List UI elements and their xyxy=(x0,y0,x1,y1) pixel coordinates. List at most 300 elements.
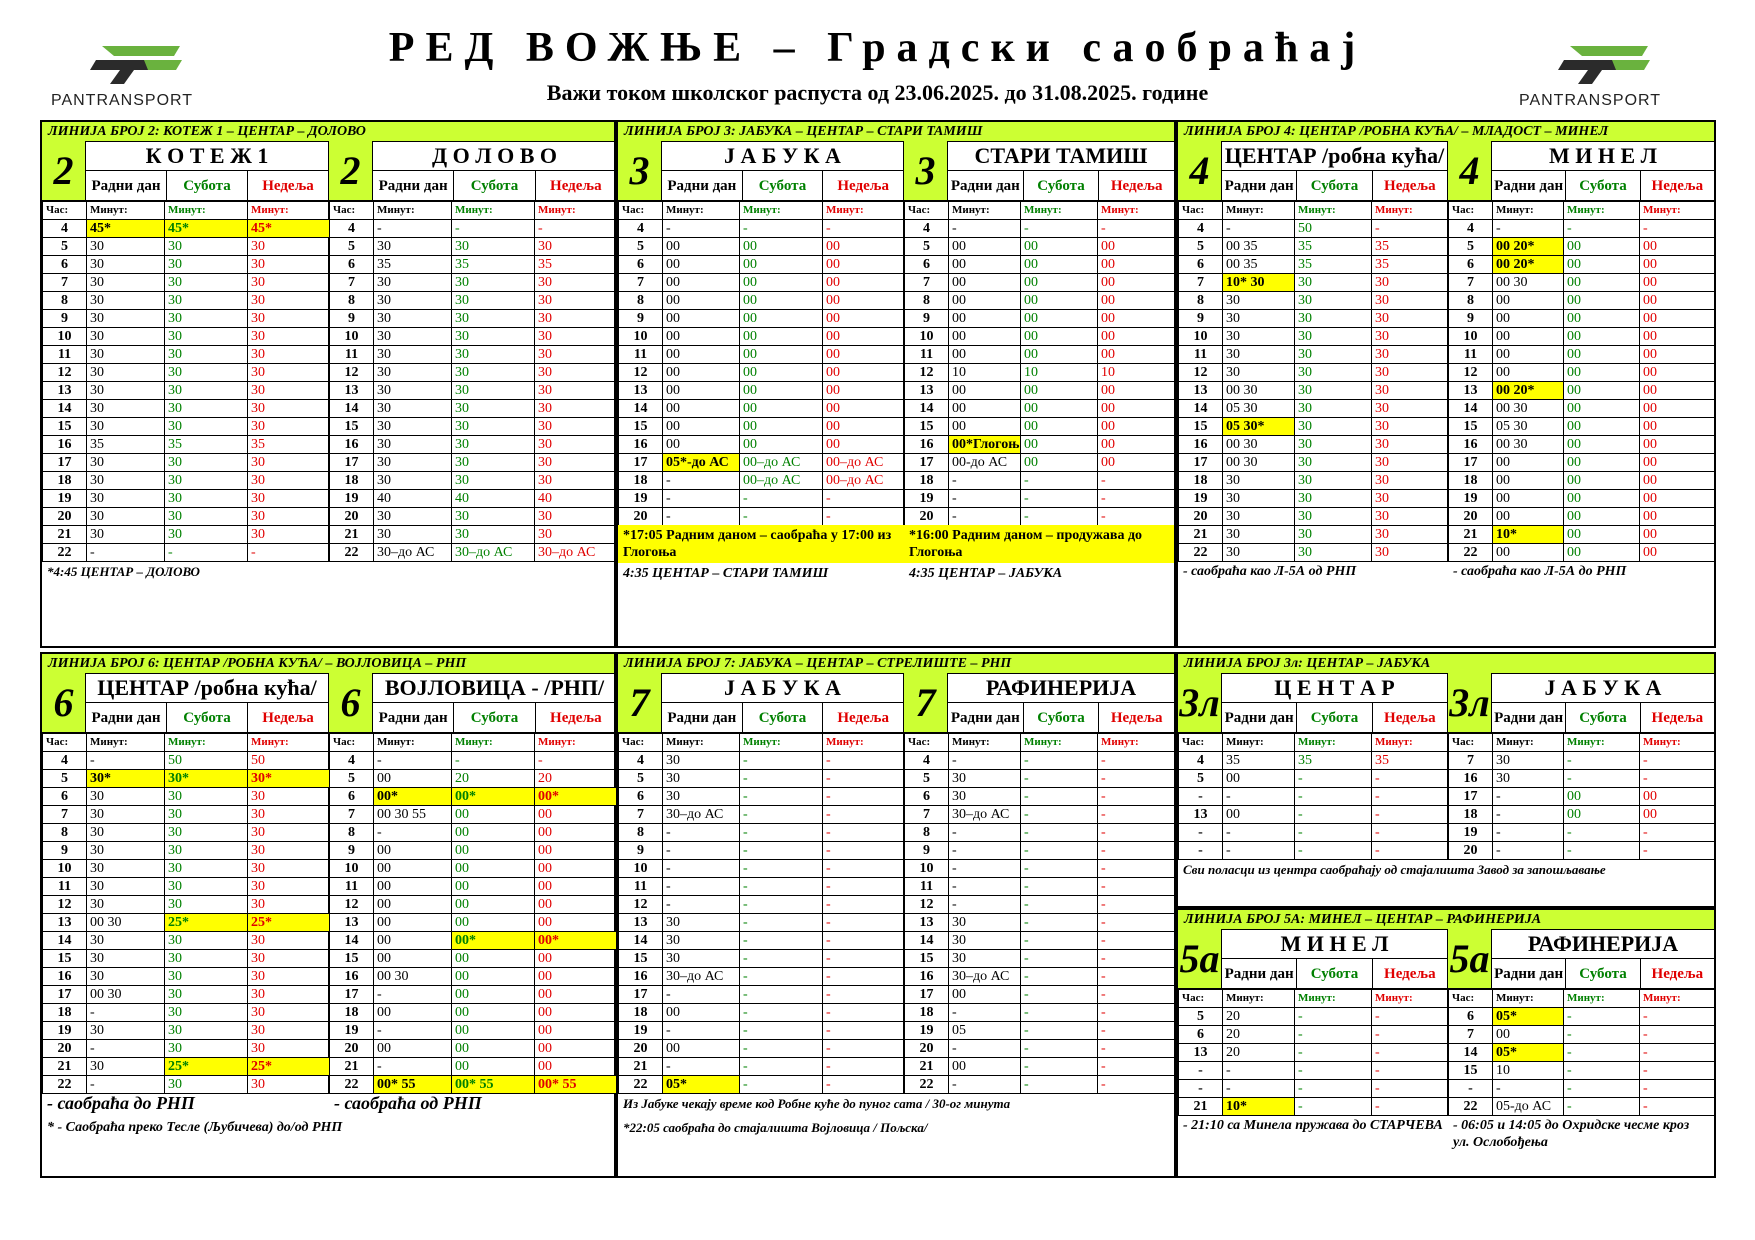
table-row xyxy=(1179,770,1449,788)
minute-cell: - xyxy=(1640,220,1715,238)
table-row xyxy=(905,1058,1175,1076)
minute-cell: - xyxy=(740,950,823,968)
minute-cell: 00 xyxy=(1493,292,1564,310)
minute-cell: 00 xyxy=(1564,274,1640,292)
table-row xyxy=(1179,346,1449,364)
table-row xyxy=(1179,328,1449,346)
days-row xyxy=(1222,959,1447,989)
minute-cell: 30 xyxy=(1372,526,1449,544)
minute-cell: 30 xyxy=(1295,544,1372,562)
minute-cell: 00 xyxy=(535,896,617,914)
minute-cell: 30 xyxy=(165,950,248,968)
table-row xyxy=(43,220,330,238)
minute-cell: 30 xyxy=(452,526,535,544)
day-label: Субота xyxy=(1297,703,1372,732)
minute-cell: 00 xyxy=(1564,256,1640,274)
minute-cell: 00 xyxy=(740,328,823,346)
table-row xyxy=(330,986,617,1004)
minute-cell: - xyxy=(949,472,1021,490)
minute-cell: - xyxy=(1098,1022,1175,1040)
minute-cell: - xyxy=(823,508,905,526)
minute-cell: - xyxy=(663,896,740,914)
minute-cell: 00 xyxy=(1021,274,1098,292)
brand-name: PANTRANSPORT xyxy=(50,92,194,109)
column-header: Час: xyxy=(43,734,87,752)
table-row xyxy=(43,346,330,364)
table-row xyxy=(905,256,1175,274)
minute-cell: 30 xyxy=(535,418,617,436)
day-label: Радни дан xyxy=(86,171,167,200)
minute-cell: 45* xyxy=(87,220,165,238)
hour-cell: 8 xyxy=(1179,292,1223,310)
day-label: Недеља xyxy=(1651,966,1704,982)
minute-cell: - xyxy=(663,508,740,526)
day-label: Недеља xyxy=(1110,710,1163,726)
minute-cell: 00-до АС xyxy=(949,454,1021,472)
hour-cell: 20 xyxy=(905,1040,949,1058)
minute-cell: 00 xyxy=(1564,544,1640,562)
table-row xyxy=(905,1004,1175,1022)
line-number-badge: 2 xyxy=(329,141,373,201)
minute-cell: 00 xyxy=(1493,490,1564,508)
minute-cell: 00 xyxy=(1640,472,1715,490)
hour-cell: 14 xyxy=(905,400,949,418)
minute-cell: 00 xyxy=(1021,418,1098,436)
table-row xyxy=(330,328,617,346)
table-row xyxy=(1449,292,1715,310)
table-row xyxy=(1449,418,1715,436)
minute-cell: - xyxy=(1640,1098,1715,1116)
minute-cell: 05-до АС xyxy=(1493,1098,1564,1116)
minute-cell: 30 xyxy=(248,878,330,896)
minute-cell: 20 xyxy=(1223,1044,1295,1062)
table-row xyxy=(1179,310,1449,328)
line-caption: ЛИНИЈА БРОЈ 4: ЦЕНТАР /РОБНА КУЋА/ – МЛАДОСТ – МИНЕЛ xyxy=(1178,122,1714,142)
column-header: Минут: xyxy=(452,734,535,752)
minute-cell: - xyxy=(1021,490,1098,508)
table-row xyxy=(43,544,330,562)
page-title: РЕД ВОЖЊЕ – Градски саобраћај xyxy=(388,25,1367,71)
minute-cell: - xyxy=(452,220,535,238)
minute-cell: 30 xyxy=(1295,526,1372,544)
minute-cell: 00 xyxy=(740,292,823,310)
minute-cell: - xyxy=(740,932,823,950)
minute-cell: - xyxy=(1493,806,1564,824)
minute-cell: 35 xyxy=(1372,752,1449,770)
hour-cell: 4 xyxy=(43,220,87,238)
column-header: Час: xyxy=(1449,990,1493,1008)
minute-cell: - xyxy=(1295,1098,1372,1116)
hour-cell: 15 xyxy=(619,950,663,968)
hour-cell: 19 xyxy=(43,1022,87,1040)
minute-cell: - xyxy=(1640,842,1715,860)
minute-cell: 30 xyxy=(1372,364,1449,382)
footnote: - саобраћа до РНП xyxy=(47,1093,195,1113)
minute-cell: 30–до АС xyxy=(535,544,617,562)
minute-cell: 00 20* xyxy=(1493,238,1564,256)
minute-cell: 30 xyxy=(1223,292,1295,310)
minute-cell: 30 xyxy=(535,526,617,544)
minute-cell: 30 xyxy=(248,788,330,806)
table-row xyxy=(905,824,1175,842)
hour-cell: 6 xyxy=(619,256,663,274)
hour-cell: 13 xyxy=(1179,382,1223,400)
day-label: Недеља xyxy=(550,178,602,194)
minute-cell: 00 xyxy=(949,986,1021,1004)
hour-cell: 22 xyxy=(330,1076,374,1094)
column-header: Минут: xyxy=(823,202,905,220)
table-row xyxy=(1449,1098,1715,1116)
minute-cell: 00 xyxy=(1098,400,1175,418)
table-row xyxy=(1179,508,1449,526)
minute-cell: 00 xyxy=(663,418,740,436)
minute-cell: - xyxy=(740,1058,823,1076)
table-row xyxy=(1449,526,1715,544)
hour-cell: 9 xyxy=(43,842,87,860)
table-row xyxy=(330,878,617,896)
stop-title: ЦЕНТАР /робна кућа/ xyxy=(86,673,328,703)
hour-cell: 22 xyxy=(43,1076,87,1094)
minute-cell: 30 xyxy=(248,1040,330,1058)
minute-cell: - xyxy=(823,1058,905,1076)
minute-cell: 30 xyxy=(248,454,330,472)
minute-cell: 30 xyxy=(374,436,452,454)
minute-cell: 00 xyxy=(1564,788,1640,806)
hour-cell: 7 xyxy=(905,806,949,824)
minute-cell: - xyxy=(1372,842,1449,860)
table-row xyxy=(1179,436,1449,454)
days-row xyxy=(86,171,328,201)
minute-cell: - xyxy=(374,752,452,770)
minute-cell: 50 xyxy=(1295,220,1372,238)
hour-cell: 15 xyxy=(1449,418,1493,436)
minute-cell: - xyxy=(1098,508,1175,526)
table-row xyxy=(330,508,617,526)
minute-cell: - xyxy=(1021,1076,1098,1094)
minute-cell: 30 xyxy=(248,472,330,490)
minute-cell: 00 xyxy=(1493,472,1564,490)
minute-cell: 30 xyxy=(248,490,330,508)
column-header: Минут: xyxy=(740,202,823,220)
minute-cell: 30 xyxy=(248,310,330,328)
minute-cell: - xyxy=(1223,842,1295,860)
minute-cell: - xyxy=(1372,1098,1449,1116)
minute-cell: - xyxy=(165,544,248,562)
minute-cell: 30 xyxy=(165,878,248,896)
minute-cell: - xyxy=(949,490,1021,508)
minute-cell: 30* xyxy=(248,770,330,788)
hour-cell: 13 xyxy=(43,382,87,400)
table-row xyxy=(330,824,617,842)
minute-cell: - xyxy=(823,1040,905,1058)
minute-cell: 30 xyxy=(248,932,330,950)
table-row xyxy=(330,896,617,914)
table-row xyxy=(1449,454,1715,472)
hour-cell: 4 xyxy=(330,752,374,770)
minute-cell: 30 xyxy=(452,238,535,256)
minute-cell: 00 xyxy=(1493,544,1564,562)
hour-cell: 10 xyxy=(619,328,663,346)
table-row xyxy=(43,292,330,310)
minute-cell: 00 xyxy=(949,310,1021,328)
table-row xyxy=(43,418,330,436)
minute-cell: - xyxy=(1021,878,1098,896)
hour-cell: 15 xyxy=(330,950,374,968)
minute-cell: 30 xyxy=(1372,328,1449,346)
minute-cell: - xyxy=(740,1004,823,1022)
table-row xyxy=(330,382,617,400)
hour-cell: 12 xyxy=(1179,364,1223,382)
minute-cell: 30 xyxy=(452,508,535,526)
minute-cell: 00 xyxy=(1493,328,1564,346)
minute-cell: 00–до АС xyxy=(823,472,905,490)
hour-cell: 4 xyxy=(1179,220,1223,238)
table-row xyxy=(905,454,1175,472)
hour-cell: 5 xyxy=(619,238,663,256)
hour-cell: 8 xyxy=(43,292,87,310)
minute-cell: 30 xyxy=(374,346,452,364)
table-row xyxy=(905,878,1175,896)
table-row xyxy=(330,220,617,238)
timetable xyxy=(618,201,905,526)
timetable-panel xyxy=(329,141,616,561)
minute-cell: - xyxy=(740,1040,823,1058)
column-header: Минут: xyxy=(1372,202,1449,220)
timetable-panel xyxy=(904,673,1174,1093)
minute-cell: - xyxy=(740,824,823,842)
hour-cell: 18 xyxy=(1449,806,1493,824)
hour-cell: 22 xyxy=(330,544,374,562)
minute-cell: - xyxy=(1295,788,1372,806)
table-row xyxy=(905,1022,1175,1040)
minute-cell: 30 xyxy=(248,382,330,400)
column-header: Минут: xyxy=(1640,990,1715,1008)
minute-cell: 00 xyxy=(1640,508,1715,526)
day-label: Радни дан xyxy=(1222,703,1297,732)
minute-cell: - xyxy=(740,1022,823,1040)
minute-cell: 35 xyxy=(165,436,248,454)
minute-cell: 00 xyxy=(1098,346,1175,364)
table-row xyxy=(905,418,1175,436)
table-row xyxy=(619,752,905,770)
days-row xyxy=(948,703,1174,733)
line-number-badge: 6 xyxy=(42,673,86,733)
minute-cell: 30 xyxy=(1295,310,1372,328)
minute-cell: 50 xyxy=(165,752,248,770)
table-row xyxy=(905,896,1175,914)
minute-cell: 30 xyxy=(248,256,330,274)
line-caption: ЛИНИЈА БРОЈ 3л: ЦЕНТАР – ЈАБУКА xyxy=(1178,654,1714,674)
table-row xyxy=(330,1076,617,1094)
minute-cell: - xyxy=(1295,1044,1372,1062)
line-number-badge: 3л xyxy=(1178,673,1222,733)
minute-cell: 30 xyxy=(374,418,452,436)
day-label: Субота xyxy=(167,171,248,200)
minute-cell: 30 xyxy=(87,490,165,508)
table-row xyxy=(1179,1044,1449,1062)
minute-cell: 30 xyxy=(949,932,1021,950)
minute-cell: 30 xyxy=(248,986,330,1004)
minute-cell: 30 xyxy=(87,346,165,364)
column-header: Минут: xyxy=(1295,734,1372,752)
minute-cell: 00 xyxy=(663,274,740,292)
minute-cell: 30 xyxy=(1372,454,1449,472)
column-header: Минут: xyxy=(1223,734,1295,752)
minute-cell: - xyxy=(1223,220,1295,238)
table-row xyxy=(1449,400,1715,418)
table-row xyxy=(1449,1080,1715,1098)
hour-cell: 14 xyxy=(905,932,949,950)
minute-cell: 00 xyxy=(374,932,452,950)
minute-cell: 30 xyxy=(165,1022,248,1040)
line-caption: ЛИНИЈА БРОЈ 2: КОТЕЖ 1 – ЦЕНТАР – ДОЛОВО xyxy=(42,122,614,142)
minute-cell: 00 20* xyxy=(1493,256,1564,274)
minute-cell: - xyxy=(1098,932,1175,950)
hour-cell: 5 xyxy=(619,770,663,788)
hour-cell: 4 xyxy=(330,220,374,238)
minute-cell: - xyxy=(1021,472,1098,490)
minute-cell: - xyxy=(740,878,823,896)
hour-cell: 19 xyxy=(1449,490,1493,508)
table-row xyxy=(43,382,330,400)
hour-cell: 7 xyxy=(1179,274,1223,292)
hour-cell: 5 xyxy=(43,238,87,256)
line-3l-block xyxy=(1176,652,1716,908)
table-row xyxy=(905,1040,1175,1058)
table-row xyxy=(43,914,330,932)
minute-cell: - xyxy=(1493,1080,1564,1098)
minute-cell: 45* xyxy=(165,220,248,238)
hour-cell: 5 xyxy=(1179,770,1223,788)
minute-cell: 30 xyxy=(1295,292,1372,310)
timetable xyxy=(618,733,905,1094)
minute-cell: - xyxy=(1295,1080,1372,1098)
day-label: Радни дан xyxy=(1222,959,1297,988)
minute-cell: 00 xyxy=(1640,310,1715,328)
minute-cell: 30 xyxy=(663,932,740,950)
minute-cell: - xyxy=(1098,878,1175,896)
minute-cell: 20 xyxy=(1223,1008,1295,1026)
minute-cell: - xyxy=(823,842,905,860)
stop-title: Ј А Б У К А xyxy=(662,673,903,703)
minute-cell: 35 xyxy=(1372,238,1449,256)
minute-cell: 30 xyxy=(165,968,248,986)
table-row xyxy=(330,1022,617,1040)
minute-cell: 30 xyxy=(1493,770,1564,788)
minute-cell: 00 xyxy=(1098,382,1175,400)
timetable-panel xyxy=(329,673,616,1093)
table-row xyxy=(330,364,617,382)
days-row xyxy=(948,171,1174,201)
day-label: Радни дан xyxy=(1492,703,1566,732)
minute-cell: 25* xyxy=(165,1058,248,1076)
table-row xyxy=(619,1022,905,1040)
minute-cell: 00 xyxy=(1640,788,1715,806)
minute-cell: - xyxy=(1098,220,1175,238)
minute-cell: 30 xyxy=(165,860,248,878)
table-row xyxy=(1449,1008,1715,1026)
minute-cell: 10 xyxy=(1493,1062,1564,1080)
minute-cell: 30 xyxy=(248,824,330,842)
hour-cell: 14 xyxy=(1449,1044,1493,1062)
hour-cell: 16 xyxy=(1179,436,1223,454)
table-row xyxy=(905,364,1175,382)
minute-cell: 30 xyxy=(1295,508,1372,526)
minute-cell: 30 xyxy=(535,310,617,328)
table-row xyxy=(43,968,330,986)
day-label: Недеља xyxy=(1384,710,1436,726)
minute-cell: 30 xyxy=(165,274,248,292)
minute-cell: 30 xyxy=(1223,508,1295,526)
minute-cell: 00 xyxy=(1493,310,1564,328)
minute-cell: 00 xyxy=(663,292,740,310)
table-row xyxy=(905,490,1175,508)
hour-cell: 8 xyxy=(905,824,949,842)
footnote: Сви поласци из центра саобраћају од стајалишта Завод за запошљавање xyxy=(1183,862,1606,877)
table-row xyxy=(330,544,617,562)
minute-cell: 00 xyxy=(374,950,452,968)
minute-cell: - xyxy=(663,1022,740,1040)
minute-cell: 30 xyxy=(374,292,452,310)
day-label: Субота xyxy=(1297,959,1372,988)
column-header: Минут: xyxy=(1223,990,1295,1008)
minute-cell: 30–до АС xyxy=(949,968,1021,986)
day-label: Недеља xyxy=(262,178,314,194)
hour-cell: 13 xyxy=(330,914,374,932)
minute-cell: - xyxy=(87,544,165,562)
column-header: Минут: xyxy=(535,734,617,752)
page-header xyxy=(0,0,1755,118)
table-row xyxy=(619,824,905,842)
minute-cell: 30 xyxy=(1372,418,1449,436)
minute-cell: 00* 55 xyxy=(374,1076,452,1094)
minute-cell: 00* 55 xyxy=(535,1076,617,1094)
minute-cell: 00 xyxy=(452,878,535,896)
minute-cell: 30 xyxy=(452,328,535,346)
day-label: Недеља xyxy=(837,710,889,726)
minute-cell: 00 xyxy=(823,364,905,382)
minute-cell: 00 xyxy=(535,1004,617,1022)
minute-cell: 20 xyxy=(1223,1026,1295,1044)
minute-cell: 00 xyxy=(1493,346,1564,364)
minute-cell: 00* xyxy=(535,932,617,950)
table-row xyxy=(330,346,617,364)
hour-cell: 10 xyxy=(905,860,949,878)
table-row xyxy=(905,310,1175,328)
table-row xyxy=(43,986,330,1004)
minute-cell: 00 xyxy=(452,1040,535,1058)
minute-cell: - xyxy=(1098,968,1175,986)
table-row xyxy=(330,238,617,256)
minute-cell: 00 xyxy=(663,256,740,274)
table-row xyxy=(905,932,1175,950)
minute-cell: 30 xyxy=(87,950,165,968)
minute-cell: - xyxy=(1021,1004,1098,1022)
minute-cell: 00 xyxy=(823,418,905,436)
minute-cell: - xyxy=(1098,1040,1175,1058)
minute-cell: 00 30 xyxy=(1493,274,1564,292)
minute-cell: - xyxy=(663,878,740,896)
table-row xyxy=(619,220,905,238)
hour-cell: 8 xyxy=(330,824,374,842)
minute-cell: 00 xyxy=(374,896,452,914)
table-row xyxy=(1449,824,1715,842)
minute-cell: 00 xyxy=(535,1058,617,1076)
table-row xyxy=(905,508,1175,526)
minute-cell: 30 xyxy=(535,238,617,256)
minute-cell: 00–до АС xyxy=(823,454,905,472)
minute-cell: - xyxy=(663,986,740,1004)
